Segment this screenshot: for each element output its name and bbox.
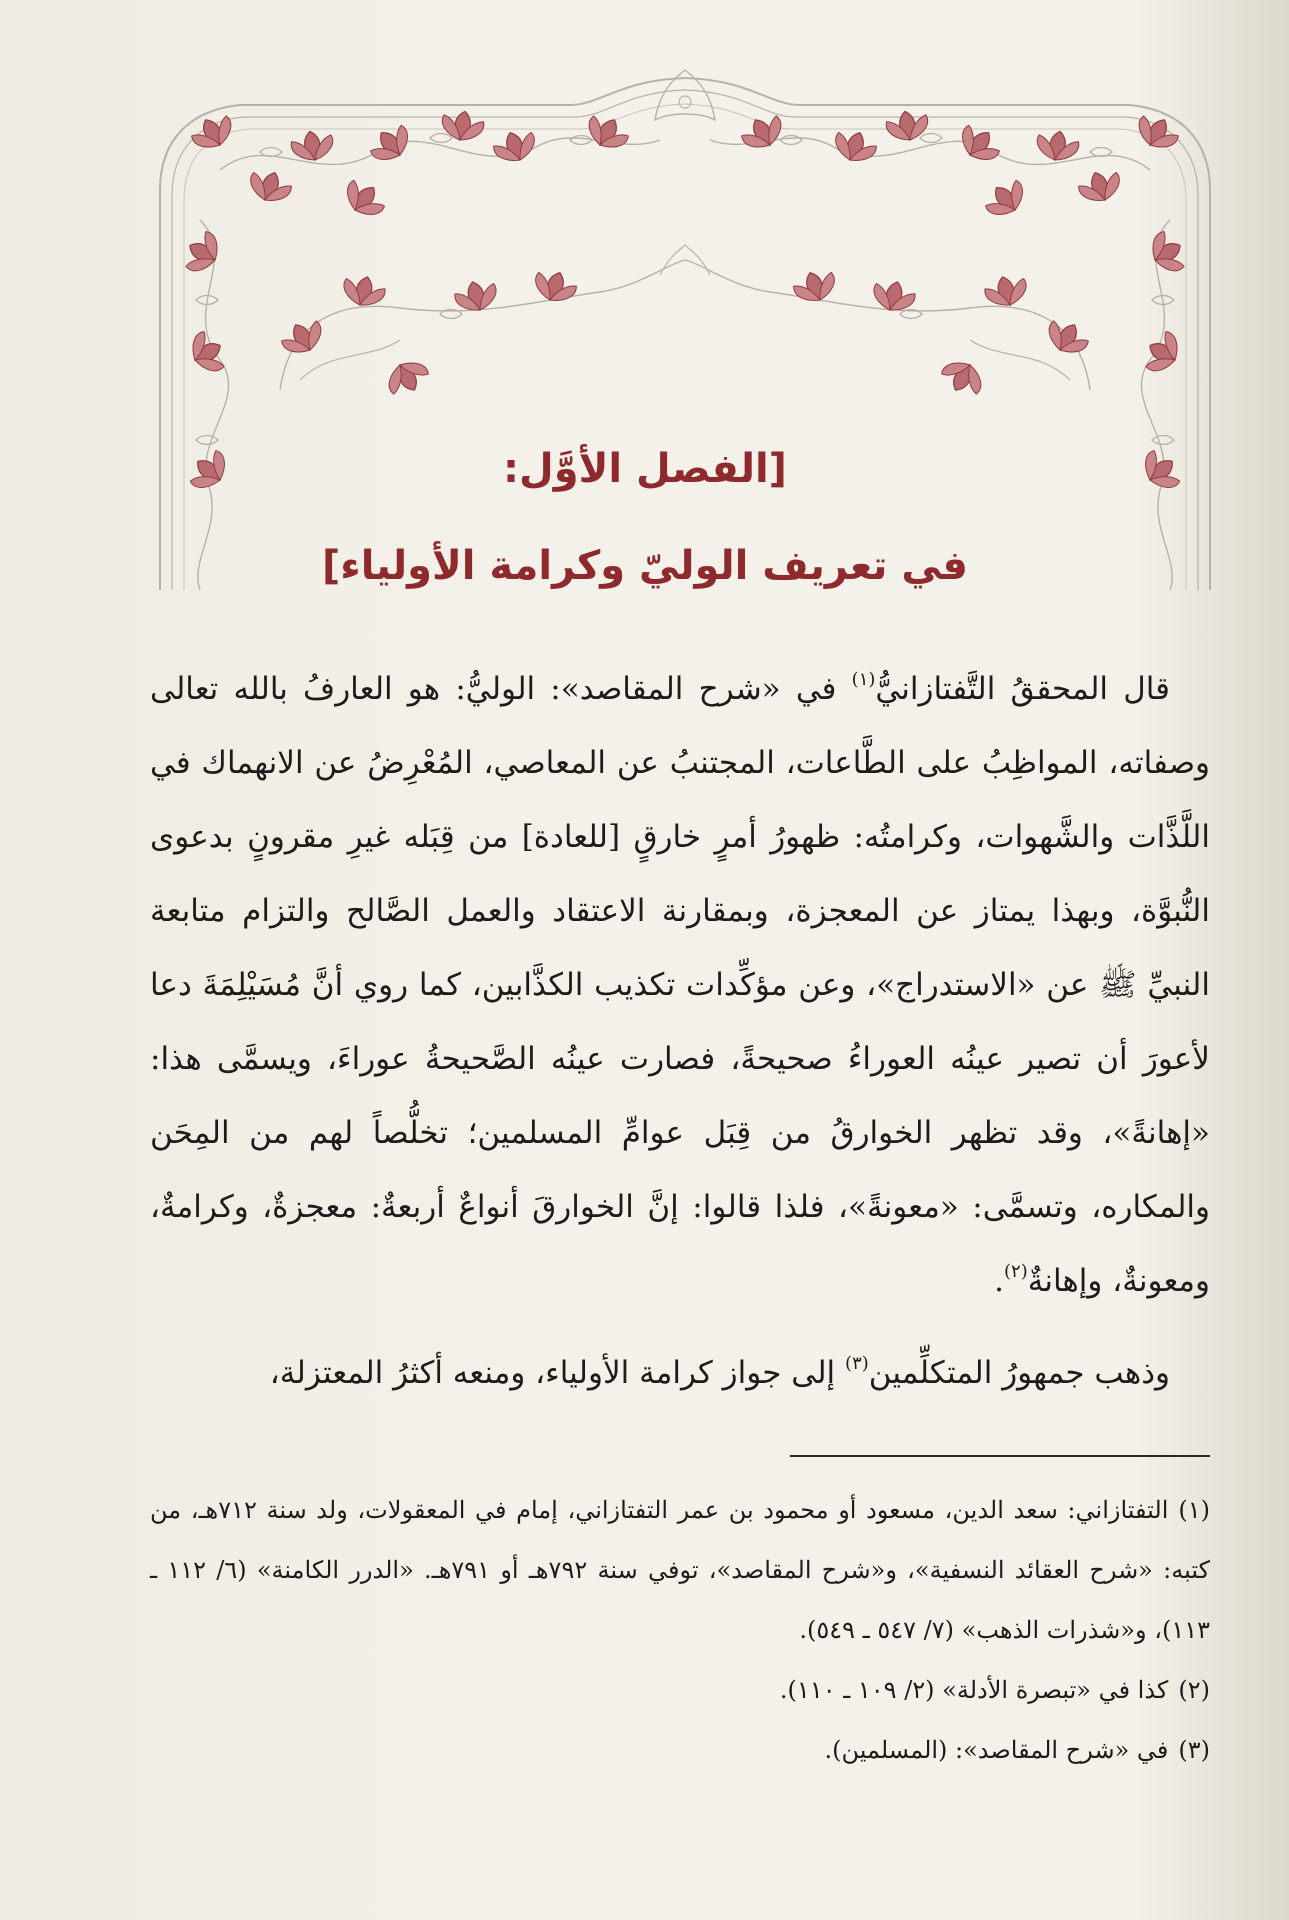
- footnote-number: (٣): [1178, 1736, 1210, 1764]
- paragraph-1-body: في «شرح المقاصد»: الوليُّ: هو العارفُ بالله تعالى وصفاته، المواظِبُ على الطَّاعات، المجتنبُ عن المعاصي، المُعْرِضُ عن الانهماك في اللَّذَّات والشَّهوات، وكرامتُه: ظهورُ أمرٍ خارقٍ [للعادة] من قِبَله غيرِ مقرونٍ بدعوى النُّبوَّة، وبهذا يمتاز عن المعجزة، وبمقارنة الاعتقاد والعمل الصَّالح والتزام متابعة النبيِّ ﷺ عن «الاستدراج»، وعن مؤكِّدات تكذيب الكذَّابين، كما روي أنَّ مُسَيْلِمَةَ دعا لأعورَ أن تصير عينُه العوراءُ صحيحةً، فصارت عينُه الصَّحيحةُ عوراءَ، ويسمَّى هذا: «إهانةً»، وقد تظهر الخوارقُ من قِبَل عوامِّ المسلمين؛ تخلُّصاً لهم من المِحَن والمكاره، وتسمَّى: «معونةً»، فلذا قالوا: إنَّ الخوارقَ أنواعٌ أربعةٌ: معجزةٌ، وكرامةٌ، ومعونةٌ، وإهانةٌ: [150, 671, 1210, 1299]
- footnote-text: في «شرح المقاصد»: (المسلمين).: [824, 1736, 1169, 1764]
- paragraph-2-body: إلى جواز كرامة الأولياء، ومنعه أكثرُ المعتزلة،: [269, 1355, 846, 1391]
- footnote-2: [150, 1660, 1210, 1720]
- chapter-title: [الفصل الأوَّل:: [503, 446, 787, 492]
- footnote-ref-1[interactable]: (١): [851, 669, 876, 690]
- footnote-number: (١): [1178, 1496, 1211, 1524]
- main-text: [150, 652, 1210, 1410]
- footnote-ref-3[interactable]: (٣): [845, 1353, 869, 1374]
- footnotes: [150, 1480, 1210, 1780]
- footnote-number: (٢): [1178, 1676, 1210, 1704]
- paragraph-1-start: قال المحققُ التَّفتازانيُّ: [875, 671, 1170, 707]
- paragraph-2-start: وذهب جمهورُ المتكلِّمين: [868, 1355, 1170, 1391]
- footnote-3: [150, 1720, 1210, 1780]
- chapter-subtitle: في تعريف الوليّ وكرامة الأولياء]: [322, 543, 968, 589]
- footnote-1: [150, 1480, 1210, 1660]
- footnote-text: التفتازاني: سعد الدين، مسعود أو محمود بن عمر التفتازاني، إمام في المعقولات، ولد سنة ٧١٢هـ، من كتبه: «شرح العقائد النسفية»، و«شرح المقاصد»، توفي سنة ٧٩٢هـ أو ٧٩١هـ. «الدرر الكامنة» (٦/ ١١٢ ـ ١١٣)، و«شذرات الذهب» (٧/ ٥٤٧ ـ ٥٤٩).: [150, 1496, 1210, 1644]
- footnote-text: كذا في «تبصرة الأدلة» (٢/ ١٠٩ ـ ١١٠).: [779, 1676, 1169, 1704]
- footnote-divider: [790, 1455, 1210, 1457]
- footnote-ref-2[interactable]: (٢): [1003, 1261, 1028, 1282]
- paragraph-1-end: .: [994, 1263, 1004, 1299]
- paragraph-2: [150, 1336, 1210, 1410]
- floral-frame-icon: [100, 60, 1270, 600]
- paragraph-1: [150, 652, 1210, 1318]
